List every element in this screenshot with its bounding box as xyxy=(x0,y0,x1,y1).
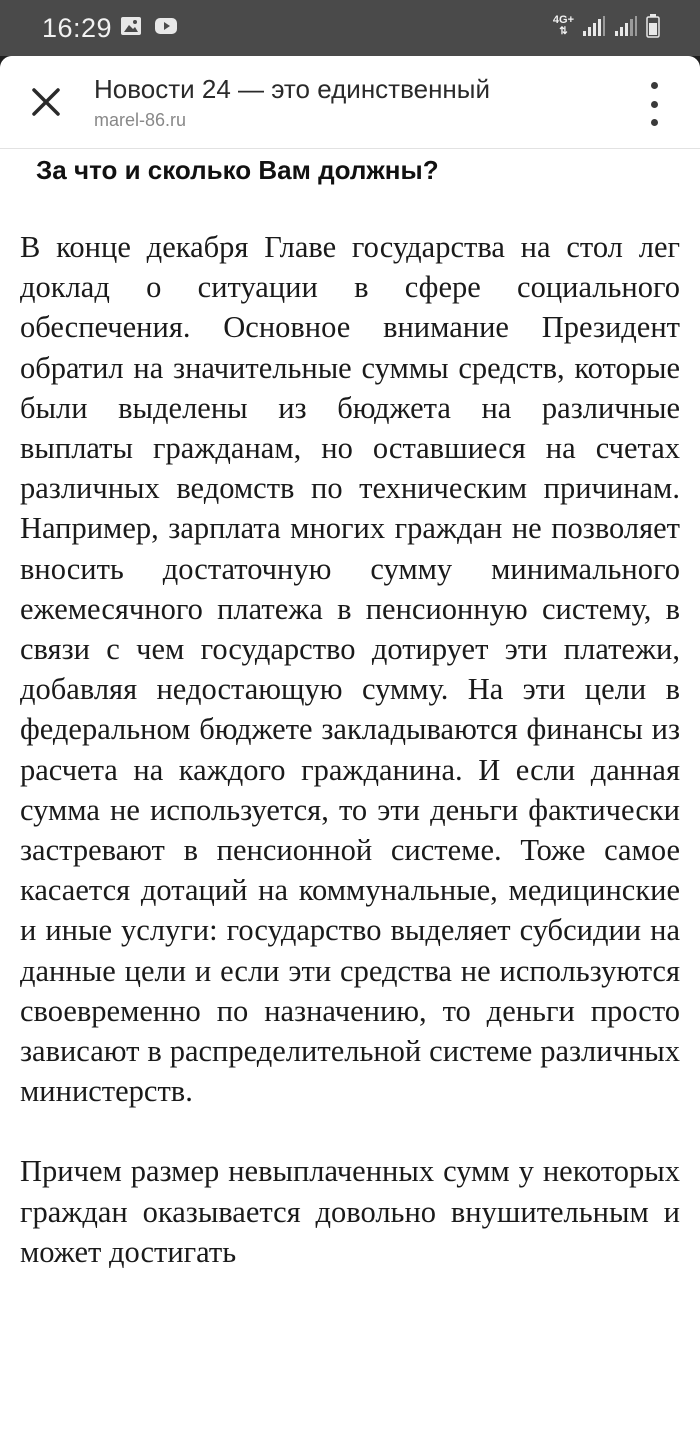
page-url[interactable]: marel-86.ru xyxy=(94,110,187,130)
menu-dot xyxy=(651,101,658,108)
menu-dot xyxy=(651,82,658,89)
article-heading: За что и сколько Вам должны? xyxy=(36,155,439,185)
signal-icon xyxy=(614,15,638,37)
close-icon xyxy=(31,87,61,117)
network-indicator: 4G+ ⇅ xyxy=(552,14,574,37)
article-body xyxy=(20,227,680,1312)
youtube-icon xyxy=(154,16,178,36)
close-button[interactable] xyxy=(22,78,70,126)
network-type: 4G+ xyxy=(552,14,574,26)
status-right xyxy=(553,14,660,38)
status-bar xyxy=(0,0,700,56)
article-paragraph: Причем размер невыплаченных сумм у некоторых граждан оказывается довольно внушительным и может достигать xyxy=(20,1154,680,1269)
battery-icon xyxy=(646,14,660,38)
custom-tab-sheet xyxy=(0,56,700,1439)
status-time: 16:29 xyxy=(42,13,113,43)
page-title: Новости 24 — это единственный xyxy=(94,74,490,104)
menu-dot xyxy=(651,119,658,126)
image-icon xyxy=(120,16,142,36)
more-options-button[interactable] xyxy=(634,82,674,126)
signal-icon xyxy=(582,15,606,37)
article-content xyxy=(0,149,700,1439)
custom-tab-toolbar xyxy=(0,56,700,149)
article-paragraph: В конце декабря Главе государства на стол лег доклад о ситуации в сфере социального обеспечения. Основное внимание Президент обратил на значительные суммы средств, которые были выделены из бюджета на различные выплаты гражданам, но оставшиеся на счетах различных ведомств по техническим причинам. Например, зарплата многих граждан не позволяет вносить достаточную сумму минимального ежемесячного платежа в пенсионную систему, в связи с чем государство дотирует эти платежи, добавляя недостающую сумму. На эти цели в федеральном бюджете закладываются финансы из расчета на каждого гражданина. И если данная сумма не используется, то эти деньги фактически застревают в пенсионной системе. Тоже самое касается дотаций на коммунальные, медицинские и иные услуги: государство выделяет субсидии на данные цели и если эти средства не используются своевременно по назначению, то деньги просто зависают в распределительной системе различных министерств. xyxy=(20,230,680,1109)
